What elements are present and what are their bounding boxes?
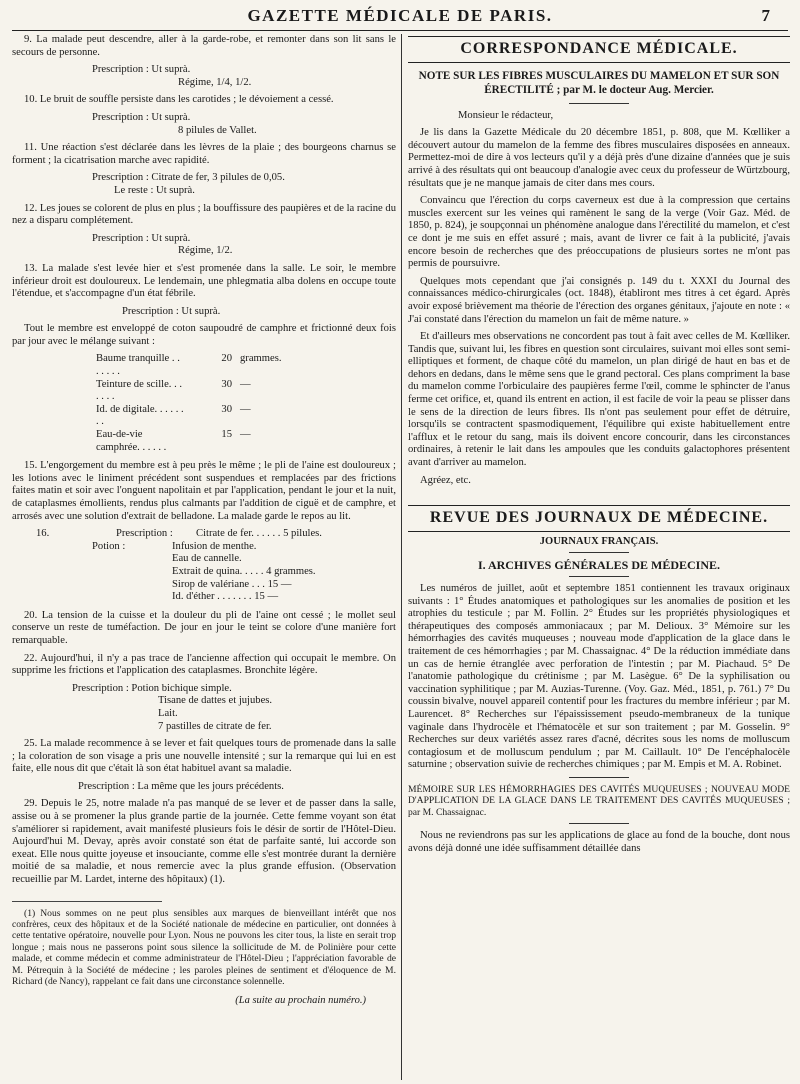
prescription-line: Prescription : Ut suprà. xyxy=(92,232,191,244)
case-day-13: 13. La malade s'est levée hier et s'est promenée dans la salle. Le soir, le membre inférieur droit est douloureux. Le lendemain, une phlegmatia alba dolens en occupe toute l'étendue, et s'accompagne d'un état fébrile. xyxy=(12,262,396,300)
section-rule xyxy=(408,505,790,506)
letter-paragraph: Quelques mots cependant que j'ai consignés p. 149 du t. XXXI du Journal des connaissances médico-chirurgicales (oct. 1848), établiront mes titres à cet égard. Après avoir exposé brièvement ma théorie de l'érection des organes génitaux, j'ajoute en note : « J'ai constaté dans l'érection du mamelon un fait de même nature. » xyxy=(408,275,790,325)
short-rule xyxy=(569,103,629,104)
article-title: NOTE SUR LES FIBRES MUSCULAIRES DU MAMELON ET SUR SON ÉRECTILITÉ ; par M. le docteur Aug. Mercier. xyxy=(418,69,780,96)
case-day-22: 22. Aujourd'hui, il n'y a pas trace de l'ancienne affection qui occupait le membre. On supprime les frictions et l'application des cataplasmes. Bronchite légère. xyxy=(12,652,396,677)
section-rule xyxy=(408,62,790,63)
archives-paragraph: Les numéros de juillet, août et septembre 1851 contiennent les travaux originaux suivants : 1° Études anatomiques et pathologiques sur les anomalies de position et les atrophies du testicule ; par M. Follin. 2° Études sur les propriétés physiologiques et thérapeutiques des composés ammoniacaux ; par M. Delioux. 3° Mémoire sur les hémorrhagies des cavités muqueuses ; nouveau mode d'application de la glace dans le traitement de ces hémorrhagies ; par M. Chassaignac. 4° De la réduction immédiate dans un cas de hernie étranglée avec perforation de l'intestin ; par M. Piachaud. 5° De l'anatomie pathologique du crétinisme ; par M. Lasègue. 6° De la syphilisation ou vaccination syphilitique ; par M. Auzias-Turenne. (Voy. Gaz. Méd., 1851, p. 761.) 7° Du coussin bivalve, nouvel appareil contentif pour les fractures du membre inférieur ; par M. Laurencet. 8° Recherches sur l'épaississement pseudo-membraneux de la tunique vaginale dans l'hydrocèle et l'hématocèle et sur son traitement ; par M. Gosselin. 9° Recherches sur deux variétés assez rares d'acné, décrites sous les noms de molluscum contagiosum et de molluscum pendulum ; par M. Caillault. 10° De l'encéphalocèle saturnine ; observation suivie de recherches chimiques ; par M. Empis et M. A. Robinet. xyxy=(408,583,790,771)
prescription-12 xyxy=(12,233,396,258)
subsection-title: JOURNAUX FRANÇAIS. xyxy=(539,535,659,547)
page-number: 7 xyxy=(761,6,770,25)
rx16-line: Id. d'éther . . . . . . . 15 — xyxy=(172,591,279,603)
ingredient-name: Id. de digitale. . . . . . . . xyxy=(96,403,184,428)
prescription-13 xyxy=(12,306,396,319)
sign-off: Agréez, etc. xyxy=(420,474,471,486)
prescription-10 xyxy=(12,112,396,137)
case-day-9: 9. La malade peut descendre, aller à la garde-robe, et remonter dans son lit sans le secours de personne. xyxy=(12,34,396,58)
prescription-9 xyxy=(12,64,396,89)
ingredient-qty: 30 xyxy=(221,403,232,415)
prescription-25 xyxy=(12,781,396,794)
mixture-item xyxy=(96,404,306,429)
rx16-day: 16. xyxy=(36,528,50,540)
letter-paragraph: Et d'ailleurs mes observations ne concordent pas tout à fait avec celles de M. Kœlliker. Tandis que, suivant lui, les fibres en question sont circulaires, suivant moi elles sont semi-elliptiques et forment, de chaque côté du mamelon, un plan dirigé de haut en bas et de dehors en dedans, dans le même sens que le grand pectoral. Ces plans compriment la base du mamelon comme l'orbiculaire des paupières ferme l'œil, comme le sphincter de l'anus ferme cet orifice, et, quand ils entrent en action, il est facile de voir la peau se plisser dans le sens de la direction de leurs fibres. Ils n'ont pas seulement pour effet de détruire, lorsqu'ils se contractent spasmodiquement, l'équilibre qui existe habituellement entre l'afflux et le retour du sang, mais ils doivent encore concourir, dans les circonstances ordinaires, à retenir le lait dans les ampoules que les conduits galactophores présentent avant d'arriver au mamelon. xyxy=(408,331,790,469)
short-rule xyxy=(569,552,629,553)
column-divider xyxy=(401,34,402,1080)
letter-paragraph: Je lis dans la Gazette Médicale du 20 décembre 1851, p. 808, que M. Kœlliker a découvert autour du mamelon de la femme des fibres musculaires disposées en anneaux. Permettez-moi de dire à vos lecteurs qu'il y a déjà près d'une dizaine d'années que je suis arrivé à des résultats qui ont beaucoup d'analogie avec ceux du professeur de Würtzbourg, résultats que je ne manque jamais de citer dans mes cours. xyxy=(408,127,790,189)
mixture-intro: Tout le membre est enveloppé de coton saupoudré de camphre et frictionné deux fois par jour avec le mélange suivant : xyxy=(12,323,396,347)
ingredient-unit: grammes. xyxy=(240,353,282,365)
rx16-label: Prescription : xyxy=(116,528,173,540)
section-title-correspondance: CORRESPONDANCE MÉDICALE. xyxy=(460,40,738,57)
short-rule xyxy=(569,576,629,577)
prescription-line: Le reste : Ut suprà. xyxy=(114,184,195,196)
ingredient-qty: 15 xyxy=(221,429,232,441)
mixture-item xyxy=(96,429,306,454)
continued-note: (La suite au prochain numéro.) xyxy=(235,995,366,1007)
left-column xyxy=(12,34,396,1080)
case-day-15: 15. L'engorgement du membre est à peu près le même ; le pli de l'aine est douloureux ; les lotions avec le liniment précédent sont suspendues et remplacées par des frictions faites matin et soir avec l'onguent napolitain et par l'application, pendant le jour et la nuit, de cataplasmes émollients, rendus plus calmants par l'addition de ciguë et de camphre, et arrosés avec une solution d'extrait de belladone. La malade garde le repos au lit. xyxy=(12,460,396,522)
ingredient-qty: 30 xyxy=(221,378,232,390)
rx16-row xyxy=(12,528,396,541)
mixture-item xyxy=(96,379,306,404)
section-rule xyxy=(408,36,790,37)
prescription-line: Prescription : Potion bichique simple. xyxy=(72,682,232,694)
rx16-potion-label: Potion : xyxy=(92,540,126,552)
rx16-row xyxy=(12,541,396,554)
footnote: (1) Nous sommes on ne peut plus sensibles aux marques de bienveillant intérêt que nos confrères, ceux des hôpitaux et de la Société nationale de médecine en particulier, ont données à cette tentative opératoire, nouvelle pour Lyon. Nous ne pouvons les citer tous, la liste en serait trop longue ; mais nous ne passerons point sous silence la sollicitude de M. de Polinière pour cette malade, et comme médecin et comme administrateur de l'Hôtel-Dieu ; l'appréciation favorable de M. Pétrequin à la Société de médecine ; les paroles pleines de sentiment et d'éloquence de M. Richard (de Nancy), rappelant ce fait dans une circonstance solennelle. xyxy=(12,907,396,988)
ingredient-unit: — xyxy=(240,429,251,441)
prescription-line: Prescription : La même que les jours précédents. xyxy=(78,780,284,792)
rx16-line: Infusion de menthe. xyxy=(172,540,257,552)
prescription-line: Prescription : Ut suprà. xyxy=(92,64,191,76)
prescription-11 xyxy=(12,172,396,197)
case-day-25: 25. La malade recommence à se lever et fait quelques tours de promenade dans la salle ; la coloration de son visage a pris une nouvelle intensité ; sur la remarque qui lui en est faite, elle nous dit que c'était là son état habituel avant sa maladie. xyxy=(12,738,396,775)
short-rule xyxy=(569,823,629,824)
rx16-line: Sirop de valériane . . . 15 — xyxy=(172,578,292,590)
right-column xyxy=(408,34,790,1080)
prescription-22 xyxy=(12,683,396,733)
journal-title: GAZETTE MÉDICALE DE PARIS. xyxy=(247,6,553,25)
salutation: Monsieur le rédacteur, xyxy=(458,109,554,121)
prescription-line: Régime, 1/2. xyxy=(178,245,233,257)
prescription-16 xyxy=(12,528,396,604)
prescription-line: 7 pastilles de citrate de fer. xyxy=(158,720,272,732)
prescription-line: Régime, 1/4, 1/2. xyxy=(178,76,252,88)
prescription-line: Prescription : Citrate de fer, 3 pilules de 0,05. xyxy=(92,172,285,184)
archives-heading: I. ARCHIVES GÉNÉRALES DE MÉDECINE. xyxy=(477,558,721,573)
rx16-row xyxy=(12,591,396,604)
mixture-item xyxy=(96,353,306,378)
case-day-12: 12. Les joues se colorent de plus en plus ; la bouffissure des paupières et de la racine du nez a disparu complétement. xyxy=(12,202,396,227)
memoire-paragraph: Nous ne reviendrons pas sur les applications de glace au fond de la bouche, dont nous avons déjà donné une idée suffisamment détaillée dans xyxy=(408,830,790,854)
case-day-11: 11. Une réaction s'est déclarée dans les lèvres de la plaie ; des bourgeons charnus se forment ; la cicatrisation marche avec rapidité. xyxy=(12,142,396,166)
letter-paragraph: Convaincu que l'érection du corps caverneux est due à la compression que certains muscles exercent sur les veines qui ramènent le sang de la verge (Voir Gaz. Méd. de 1850, p. 824), je soupçonnai un phénomène analogue dans l'érectilité du mamelon, et c'est ce dont je me suis en effet assuré ; mais, avant de livrer ce fait à la publicité, j'avais encore besoin de recherches que des préoccupations de plusieurs sortes ne m'ont pas permis de poursuivre. xyxy=(408,195,790,270)
header-rule xyxy=(12,30,788,31)
rx16-row xyxy=(12,553,396,566)
rx16-row xyxy=(12,566,396,579)
section-rule xyxy=(408,531,790,532)
case-day-10: 10. Le bruit de souffle persiste dans les carotides ; le dévoiement a cessé. xyxy=(24,94,334,106)
rx16-value: Citrate de fer. . . . . . 5 pilules. xyxy=(196,528,322,540)
section-title-revue: REVUE DES JOURNAUX DE MÉDECINE. xyxy=(429,509,769,527)
rx16-line: Extrait de quina. . . . . 4 grammes. xyxy=(172,565,316,577)
ingredient-unit: — xyxy=(240,403,251,415)
ingredient-name: Teinture de scille. . . . . . . xyxy=(96,378,183,403)
prescription-line: 8 pilules de Vallet. xyxy=(178,124,257,136)
prescription-line: Tisane de dattes et jujubes. xyxy=(158,695,273,707)
ingredient-name: Baume tranquille . . . . . . . xyxy=(96,353,180,378)
ingredient-qty: 20 xyxy=(221,353,232,365)
running-header xyxy=(0,4,800,30)
prescription-line: Prescription : Ut suprà. xyxy=(92,111,191,123)
footnote-rule xyxy=(12,901,162,902)
rx16-row xyxy=(12,579,396,592)
short-rule xyxy=(569,777,629,778)
prescription-line: Prescription : Ut suprà. xyxy=(122,305,221,317)
case-day-29: 29. Depuis le 25, notre malade n'a pas manqué de se lever et de passer dans la salle, assise ou à se promener la plus grande partie de la journée. Cette femme voyant son état s'améliorer si rapidement, avait manifesté plusieurs fois le désir de sortir de l'Hôtel-Dieu. Aujourd'hui M. Devay, après avoir constaté son état de parfaite santé, lui accorde son exeat. Elle nous quitte joyeuse et insouciante, comme elle s'est montrée durant la dernière moitié de sa maladie, et nous remercie avec la plus grande effusion. (Observation recueillie par M. Lardet, interne des hôpitaux) (1). xyxy=(12,798,396,886)
rx16-line: Eau de cannelle. xyxy=(172,553,242,565)
memoire-heading: MÉMOIRE SUR LES HÉMORRHAGIES DES CAVITÉS MUQUEUSES ; NOUVEAU MODE D'APPLICATION DE LA GLACE DANS LE TRAITEMENT DES CAVITÉS MUQUEUSES ; par M. Chassaignac. xyxy=(408,783,790,818)
ingredient-unit: — xyxy=(240,378,251,390)
ingredient-name: Eau-de-vie camphrée. . . . . . xyxy=(96,429,167,453)
mixture-list xyxy=(12,353,396,454)
case-day-20: 20. La tension de la cuisse et la douleur du pli de l'aine ont cessé ; le mollet seul conserve un reste de tuméfaction. De jour en jour le teint se colore d'une manière fort remarquable. xyxy=(12,609,396,646)
prescription-line: Lait. xyxy=(158,707,178,719)
